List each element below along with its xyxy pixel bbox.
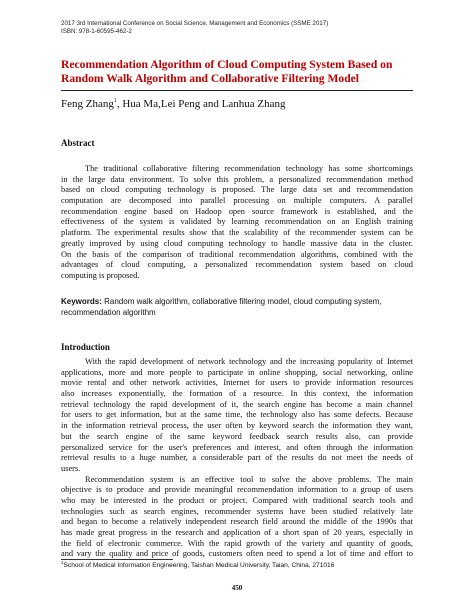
intro-line: but the search engine of the same keyword feedback search results also, can provide xyxy=(61,431,413,441)
intro-line: who may be interested in the product or project. Compared with traditional search tools and xyxy=(61,495,413,505)
intro-line: has made great progress in the research and application of a short span of 20 years, especially in xyxy=(61,528,413,537)
keywords-text: recommendation algorithm xyxy=(61,308,156,317)
intro-line: With the rapid development of network technology and the increasing popularity of Internet xyxy=(85,357,413,366)
abstract-line: recommendation engine based on Hadoop open source framework is established, and the xyxy=(61,206,413,216)
intro-line: applications, more and more people to participate in online shopping, social networking, online xyxy=(61,367,413,377)
intro-line: personalized service for the user's preferences and interest, and often through the information xyxy=(61,442,413,452)
abstract-line: On the basis of the comparison of traditional recommendation algorithms, combined with the xyxy=(61,249,413,259)
footnote-mark: 1 xyxy=(61,560,64,565)
paper-title: Recommendation Algorithm of Cloud Computing System Based on Random Walk Algorithm and Collaborative Filtering Model xyxy=(61,58,393,85)
page-number: 450 xyxy=(231,584,243,592)
introduction-heading: Introduction xyxy=(61,342,110,352)
abstract-line: based on cloud computing technology is proposed. The large data set and recommendation xyxy=(61,185,413,195)
introduction-body xyxy=(61,357,413,560)
intro-line: Recommendation system is an effective tool to solve the above problems. The main xyxy=(85,474,413,484)
intro-line: also increases exponentially, the formation of a resource. In this context, the information xyxy=(61,389,413,399)
intro-line: retrieval results to a huge number, a considerable part of the results do not meet the needs of xyxy=(61,453,413,463)
abstract-heading: Abstract xyxy=(61,138,95,148)
abstract-line: computation are decomposed into parallel processing on multiple computers. A parallel xyxy=(61,196,413,206)
abstract-line: effectiveness of the system is validated by learning recommendation on an English training xyxy=(61,217,413,227)
author-list xyxy=(61,97,285,111)
abstract-line: computing is proposed. xyxy=(61,270,140,280)
conference-header xyxy=(61,20,328,36)
abstract-line: greatly improved by using cloud computing technology to handle massive data in the cluster. xyxy=(61,238,413,248)
keywords xyxy=(61,296,413,318)
intro-line: for users to get information, but at the same time, the technology also has some defects. Because xyxy=(61,410,413,420)
title-rule xyxy=(61,90,413,91)
keywords-label: Keywords: xyxy=(61,297,102,306)
abstract-line: in the large data environment. To solve this problem, a personalized recommendation method xyxy=(61,174,413,184)
footnote xyxy=(61,562,334,570)
author-affiliation-mark: 1 xyxy=(113,98,117,104)
intro-line: in the information retrieval process, the user often by keyword search the information they want, xyxy=(61,421,413,431)
intro-line: the field of electronic commerce. With the rapid growth of the variety and quantity of goods, xyxy=(61,538,413,548)
conference-name: 2017 3rd International Conference on Social Science, Management and Economics (SSME 2017) xyxy=(61,20,329,27)
abstract-line: advantages of cloud computing, a personalized recommendation system based on cloud xyxy=(61,260,413,270)
first-author: Feng Zhang xyxy=(61,98,114,110)
other-authors: , Hua Ma,Lei Peng and Lanhua Zhang xyxy=(116,98,286,110)
abstract-body xyxy=(61,164,413,282)
intro-line: movie rental and other network activities, Internet for users to provide information resources xyxy=(61,378,413,388)
abstract-line: The traditional collaborative filtering recommendation technology has some shortcomings xyxy=(85,164,413,173)
isbn: ISBN: 978-1-60595-462-2 xyxy=(61,28,132,35)
keywords-text: Random walk algorithm, collaborative filtering model, cloud computing system, xyxy=(101,297,382,306)
intro-line: and began to become a relatively independent research field around the middle of the 1990s that xyxy=(61,517,413,527)
footnote-text: School of Medical Information Engineering, Taishan Medical University, Taian, China, 271016 xyxy=(63,562,335,569)
footnote-rule xyxy=(61,559,173,560)
intro-line: users. xyxy=(61,463,81,473)
intro-line: and vary the quality and price of goods, customers often need to spend a lot of time and effort to xyxy=(61,549,413,559)
intro-line: retrieval technology the rapid development of it, the search engine has become a main channel xyxy=(61,399,413,409)
intro-line: objective is to produce and provide meaningful recommendation information to a group of users xyxy=(61,485,413,495)
abstract-line: platform. The experimental results show that the scalability of the recommender system can be xyxy=(61,228,413,238)
intro-line: technologies such as search engines, recommender systems have been studied relatively late xyxy=(61,506,413,516)
